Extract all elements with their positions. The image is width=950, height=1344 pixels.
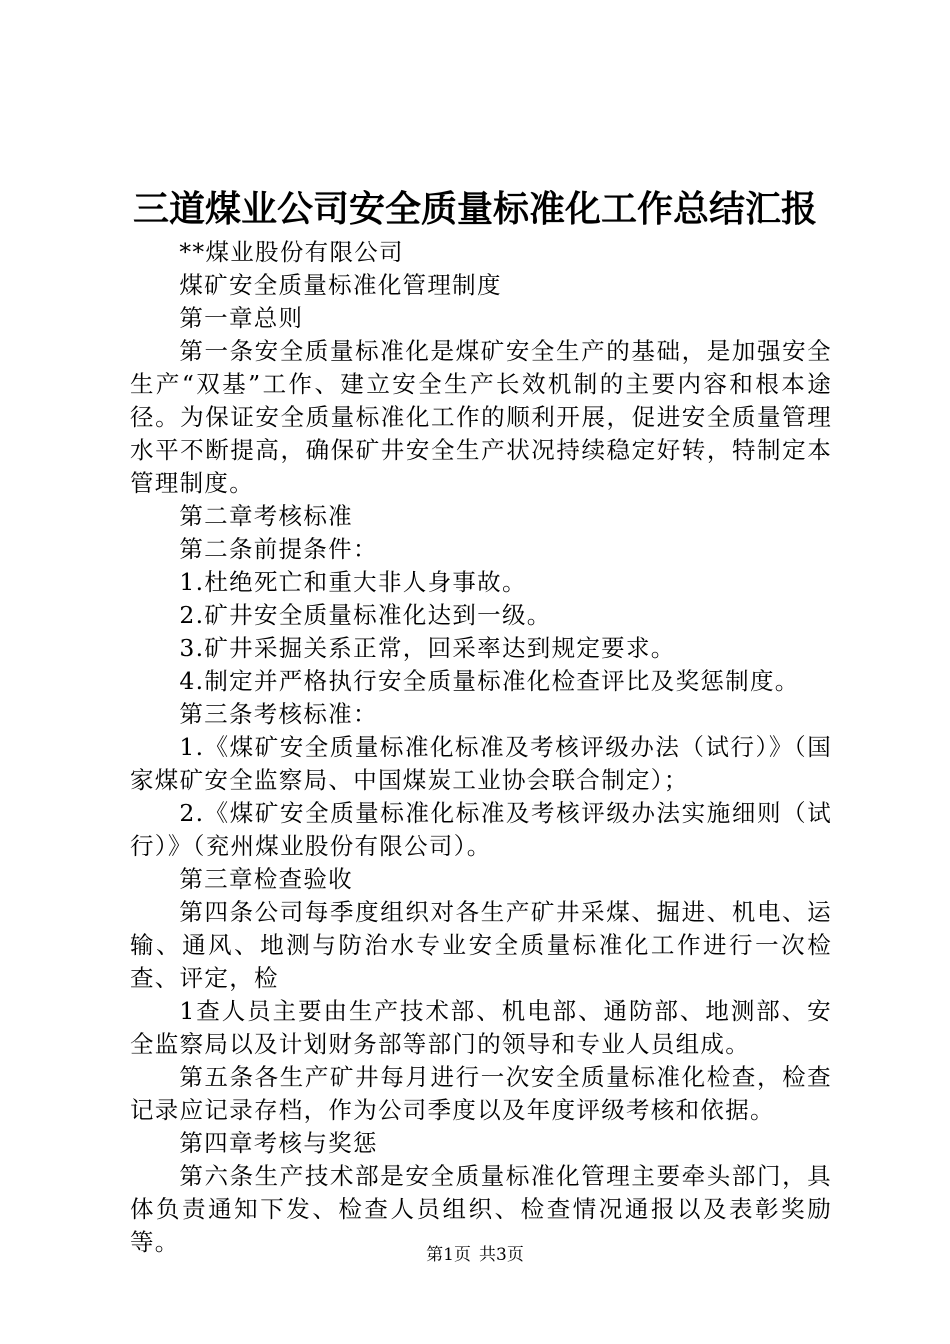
regulation-title: 煤矿安全质量标准化管理制度 xyxy=(179,271,502,299)
list-item: 1.《煤矿安全质量标准化标准及考核评级办法（试行）》（国家煤矿安全监察局、中国煤炭工业协会联合制定）； xyxy=(130,733,832,794)
article-paragraph: 第六条生产技术部是安全质量标准化管理主要牵头部门，具体负责通知下发、检查人员组织、检查情况通报以及表彰奖励等。 xyxy=(130,1162,832,1256)
page-number-total: 共3页 xyxy=(479,1245,524,1265)
document-body xyxy=(130,236,832,1259)
article-paragraph: 第五条各生产矿井每月进行一次安全质量标准化检查，检查记录应记录存档，作为公司季度以及年度评级考核和依据。 xyxy=(130,1063,832,1124)
company-name: **煤业股份有限公司 xyxy=(179,238,404,266)
chapter-heading: 第三章检查验收 xyxy=(179,865,353,893)
page-number-current: 第1页 xyxy=(426,1245,471,1265)
document-title: 三道煤业公司安全质量标准化工作总结汇报 xyxy=(132,188,817,230)
chapter-heading: 第一章总则 xyxy=(179,304,304,332)
chapter-heading: 第四章考核与奖惩 xyxy=(179,1129,378,1157)
article-paragraph: 第二条前提条件： xyxy=(179,535,378,563)
list-item: 2.《煤矿安全质量标准化标准及考核评级办法实施细则（试行）》（兖州煤业股份有限公司）。 xyxy=(130,799,832,860)
article-paragraph: 1查人员主要由生产技术部、机电部、通防部、地测部、安全监察局以及计划财务部等部门的领导和专业人员组成。 xyxy=(130,997,832,1058)
article-paragraph: 第四条公司每季度组织对各生产矿井采煤、掘进、机电、运输、通风、地测与防治水专业安全质量标准化工作进行一次检查、评定，检 xyxy=(130,898,832,992)
list-item: 2.矿井安全质量标准化达到一级。 xyxy=(179,601,552,629)
list-item: 1.杜绝死亡和重大非人身事故。 xyxy=(179,568,527,596)
list-item: 3.矿井采掘关系正常，回采率达到规定要求。 xyxy=(179,634,676,662)
article-paragraph: 第三条考核标准： xyxy=(179,700,378,728)
page-footer xyxy=(0,1244,950,1266)
chapter-heading: 第二章考核标准 xyxy=(179,502,353,530)
list-item: 4.制定并严格执行安全质量标准化检查评比及奖惩制度。 xyxy=(179,667,800,695)
article-paragraph: 第一条安全质量标准化是煤矿安全生产的基础，是加强安全生产“双基”工作、建立安全生产长效机制的主要内容和根本途径。为保证安全质量标准化工作的顺利开展，促进安全质量管理水平不断提高，确保矿井安全生产状况持续稳定好转，特制定本管理制度。 xyxy=(130,337,832,497)
